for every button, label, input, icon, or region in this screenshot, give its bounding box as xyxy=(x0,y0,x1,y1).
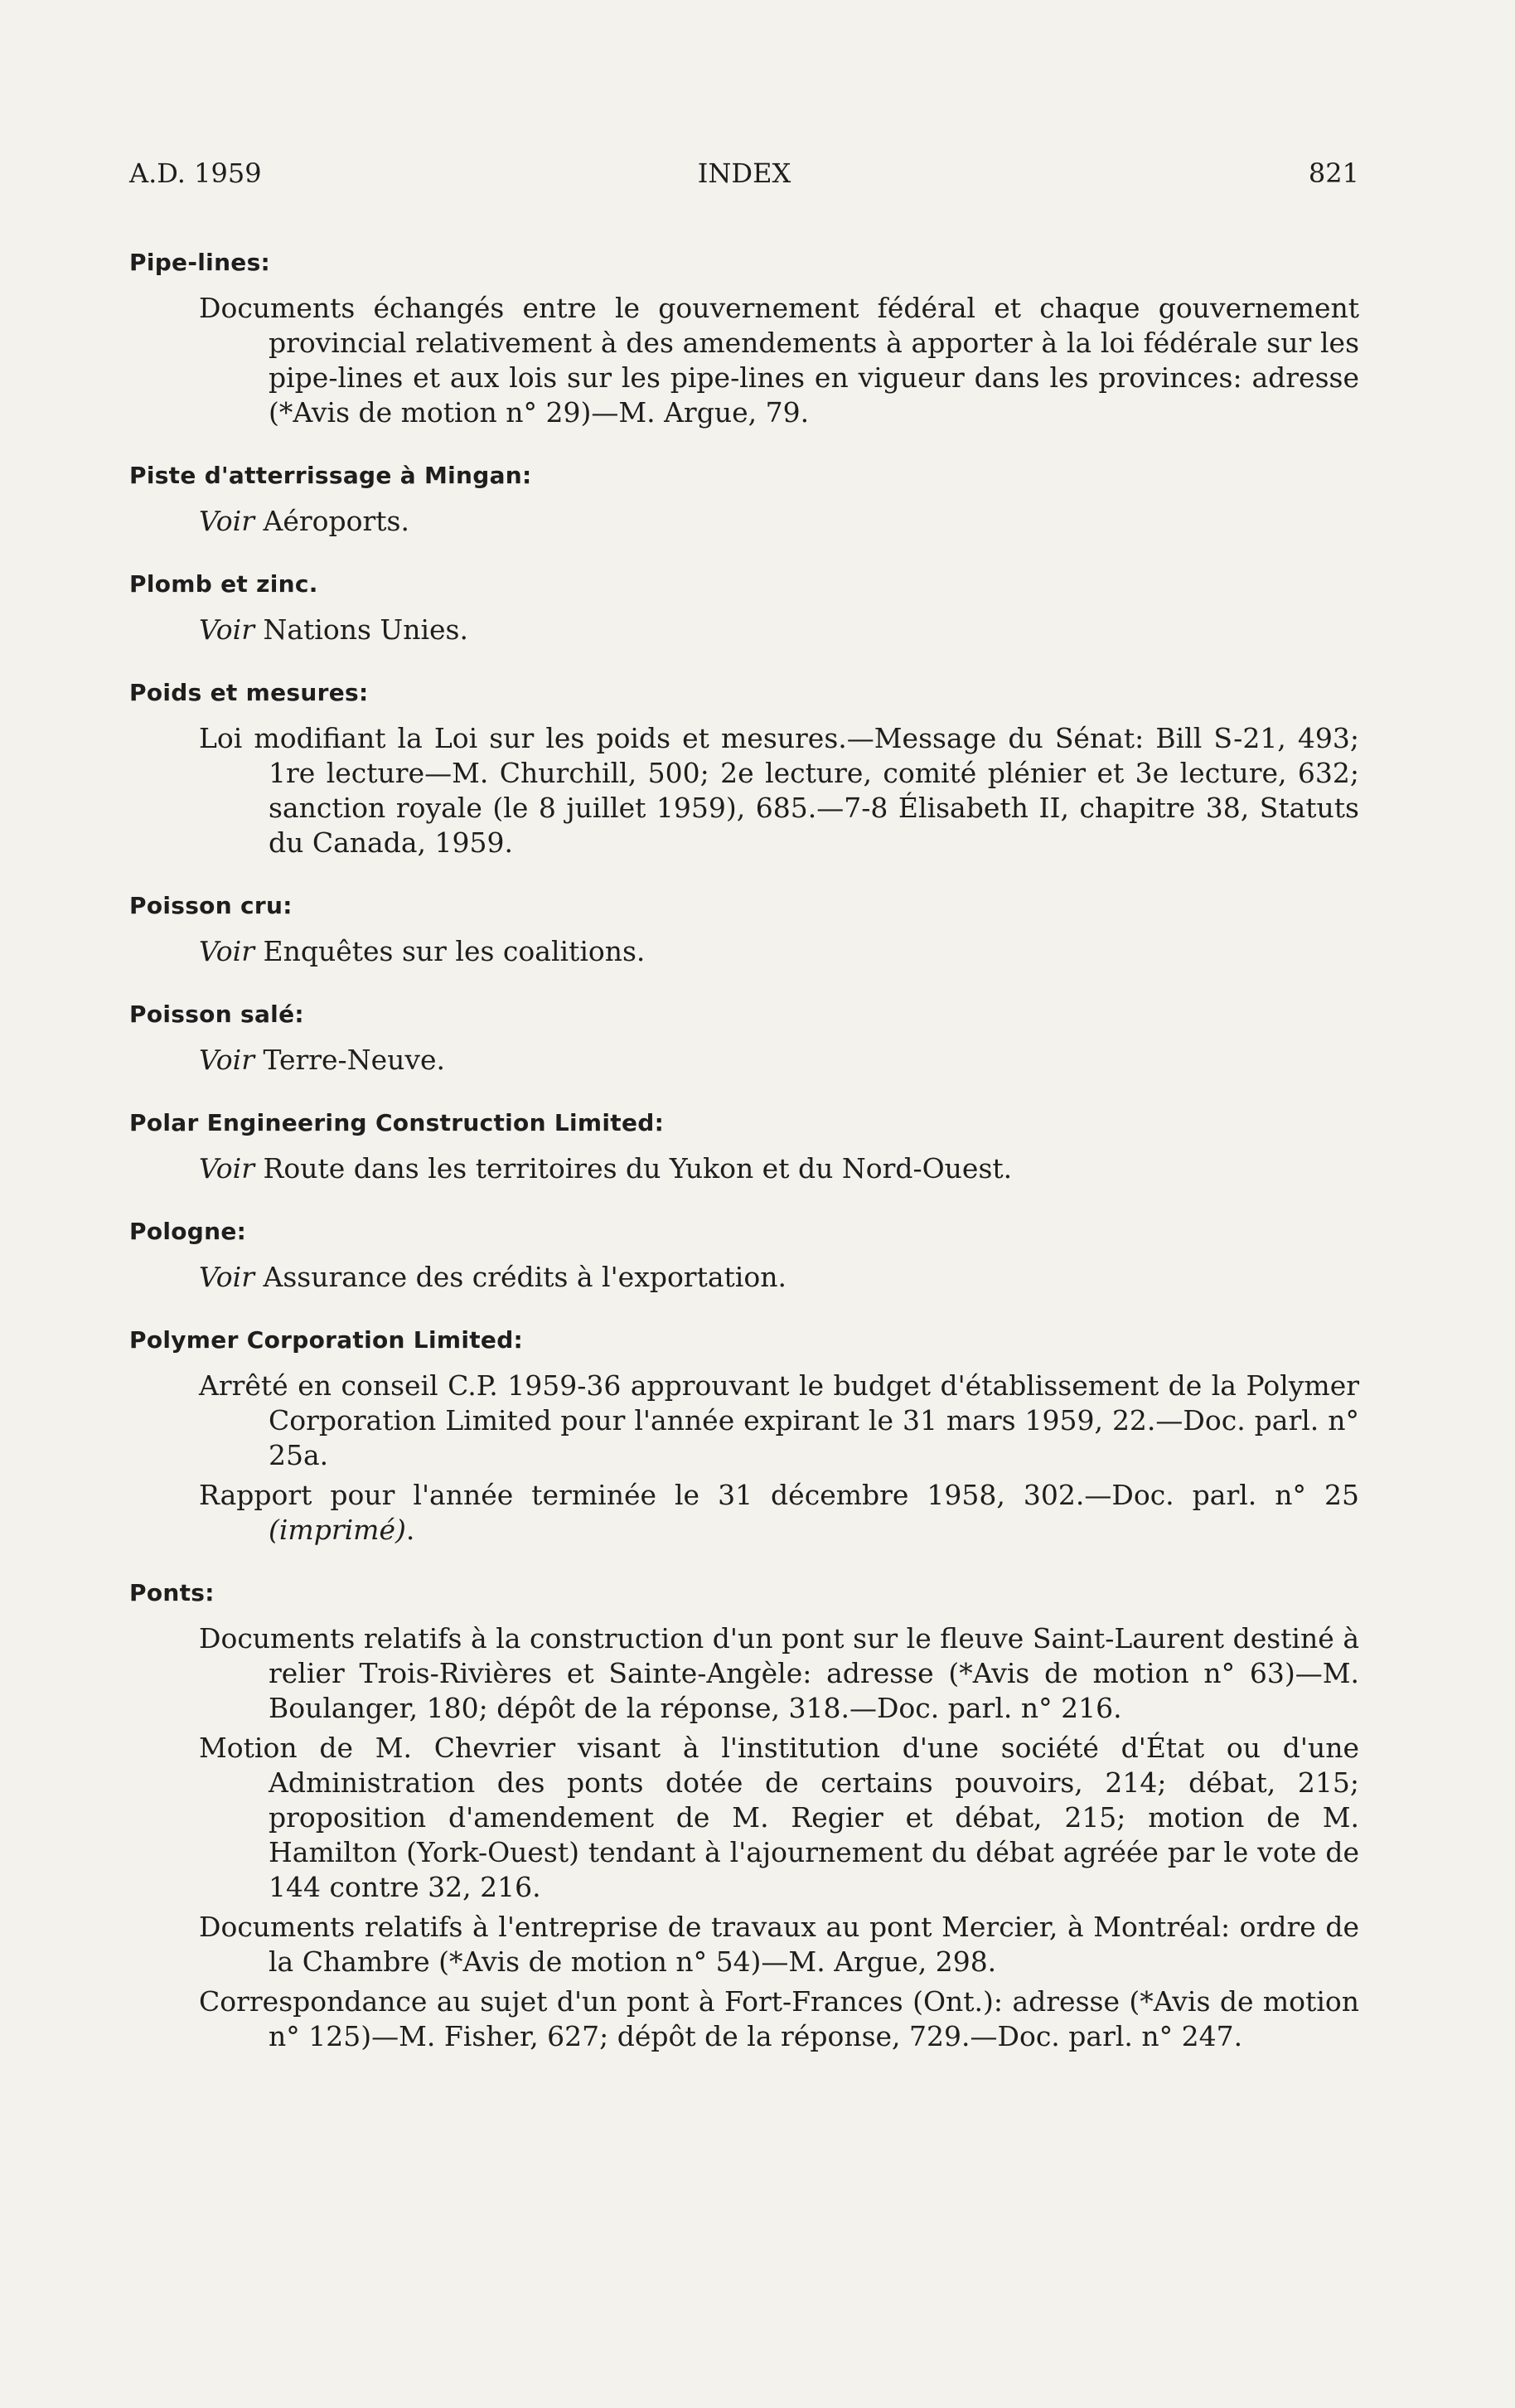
entry-text: Arrêté en conseil C.P. 1959-36 approuvant le budget d'établissement de la Polymer Corporation Limited pour l'année expirant le 31 mars 1959, 22.—Doc. parl. n° 25a. xyxy=(199,1369,1359,1471)
index-entry xyxy=(199,1984,1359,2054)
index-content xyxy=(129,249,1359,2086)
index-entry xyxy=(199,613,1359,647)
index-entry xyxy=(199,1910,1359,1979)
header-year: A.D. 1959 xyxy=(129,157,262,189)
section-heading: Ponts: xyxy=(129,1579,215,1606)
header-title: INDEX xyxy=(697,157,791,189)
index-entry xyxy=(199,291,1359,430)
index-entry xyxy=(199,934,1359,969)
page-number: 821 xyxy=(1308,157,1359,189)
entry-text: Documents relatifs à l'entreprise de travaux au pont Mercier, à Montréal: ordre de la Chambre (*Avis de motion n° 54)—M. Argue, 298. xyxy=(199,1911,1359,1978)
index-section xyxy=(129,892,1359,969)
voir-label: Voir xyxy=(199,505,254,537)
voir-label: Voir xyxy=(199,935,254,967)
page-header xyxy=(129,157,1359,197)
index-entry xyxy=(199,1731,1359,1905)
index-section xyxy=(129,1326,1359,1548)
entry-text: Enquêtes sur les coalitions. xyxy=(263,935,646,967)
index-entry xyxy=(199,1260,1359,1295)
section-heading: Poisson cru: xyxy=(129,892,293,919)
voir-label: Voir xyxy=(199,1152,254,1185)
entry-text: Rapport pour l'année terminée le 31 décembre 1958, 302.—Doc. parl. n° 25 xyxy=(199,1479,1359,1511)
section-heading: Piste d'atterrissage à Mingan: xyxy=(129,462,532,489)
entry-tail: . xyxy=(405,1514,415,1546)
entry-text: Nations Unies. xyxy=(263,613,468,646)
entry-text: Terre-Neuve. xyxy=(263,1044,446,1076)
entry-text: Route dans les territoires du Yukon et du Nord-Ouest. xyxy=(263,1152,1013,1185)
section-heading: Pologne: xyxy=(129,1218,247,1245)
index-section xyxy=(129,462,1359,539)
entry-text: Documents relatifs à la construction d'un pont sur le fleuve Saint-Laurent destiné à relier Trois-Rivières et Sainte-Angèle: adresse (*Avis de motion n° 63)—M. Boulanger, 180; dépôt de la réponse, 318.—Doc. parl. n° 216. xyxy=(199,1622,1359,1724)
entry-italic-note: (imprimé) xyxy=(269,1514,406,1546)
section-heading: Polar Engineering Construction Limited: xyxy=(129,1109,665,1136)
section-heading: Poisson salé: xyxy=(129,1001,304,1028)
entry-text: Motion de M. Chevrier visant à l'institution d'une société d'État ou d'une Administration des ponts dotée de certains pouvoirs, 214; débat, 215; proposition d'amendement de M. Regier et débat, 215; motion de M. Hamilton (York-Ouest) tendant à l'ajournement du débat agréée par le vote de 144 contre 32, 216. xyxy=(199,1732,1359,1903)
entry-text: Loi modifiant la Loi sur les poids et mesures.—Message du Sénat: Bill S-21, 493; 1re lecture—M. Churchill, 500; 2e lecture, comité plénier et 3e lecture, 632; sanction royale (le 8 juillet 1959), 685.—7-8 Élisabeth II, chapitre 38, Statuts du Canada, 1959. xyxy=(199,722,1359,859)
entry-text: Assurance des crédits à l'exportation. xyxy=(263,1261,787,1293)
index-entry xyxy=(199,1621,1359,1726)
index-section xyxy=(129,1109,1359,1186)
entry-text: Aéroports. xyxy=(263,505,409,537)
entry-text: Correspondance au sujet d'un pont à Fort-Frances (Ont.): adresse (*Avis de motion n° 125)—M. Fisher, 627; dépôt de la réponse, 729.—Doc. parl. n° 247. xyxy=(199,1985,1359,2052)
section-heading: Poids et mesures: xyxy=(129,679,369,706)
voir-label: Voir xyxy=(199,1261,254,1293)
index-section xyxy=(129,1218,1359,1295)
index-entry xyxy=(199,1369,1359,1473)
index-entry xyxy=(199,721,1359,860)
index-section xyxy=(129,1001,1359,1078)
index-section xyxy=(129,249,1359,430)
index-entry xyxy=(199,1478,1359,1548)
section-heading: Polymer Corporation Limited: xyxy=(129,1326,524,1354)
section-heading: Pipe-lines: xyxy=(129,249,271,276)
index-entry xyxy=(199,504,1359,539)
index-entry xyxy=(199,1043,1359,1078)
index-entry xyxy=(199,1151,1359,1186)
entry-text: Documents échangés entre le gouvernement fédéral et chaque gouvernement provincial relativement à des amendements à apporter à la loi fédérale sur les pipe-lines et aux lois sur les pipe-lines en vigueur dans les provinces: adresse (*Avis de motion n° 29)—M. Argue, 79. xyxy=(199,292,1359,429)
section-heading: Plomb et zinc. xyxy=(129,570,318,598)
voir-label: Voir xyxy=(199,1044,254,1076)
index-section xyxy=(129,679,1359,860)
voir-label: Voir xyxy=(199,613,254,646)
index-section xyxy=(129,1579,1359,2054)
index-section xyxy=(129,570,1359,647)
